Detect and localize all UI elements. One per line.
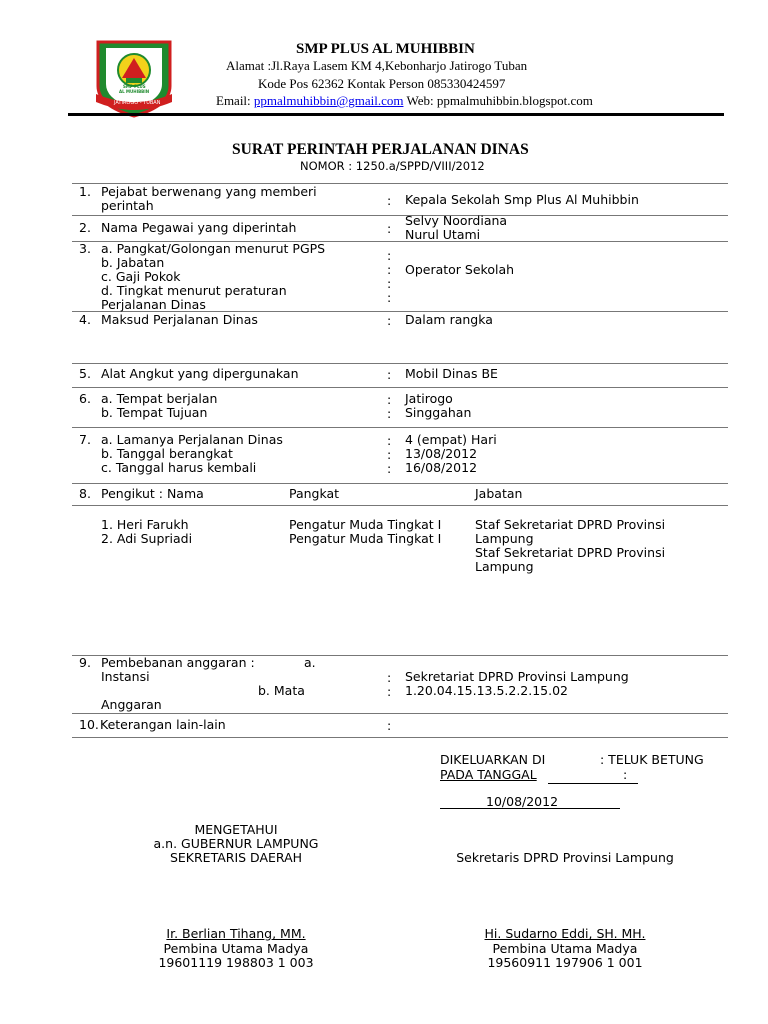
row-9-label-a: a. xyxy=(304,655,316,670)
row-7-label-a: a. Lamanya Perjalanan Dinas xyxy=(101,432,283,447)
row-6-value-a: Jatirogo xyxy=(405,391,453,406)
sign-right-title: Sekretaris DPRD Provinsi Lampung xyxy=(456,850,674,865)
school-name: SMP PLUS AL MUHIBBIN xyxy=(296,41,475,57)
email-link[interactable]: ppmalmuhibbin@gmail.com xyxy=(253,93,404,108)
sign-right-name: Hi. Sudarno Eddi, SH. MH. xyxy=(484,926,646,941)
row-7-value-a: 4 (empat) Hari xyxy=(405,432,497,447)
row-8-label: Pengikut : Nama xyxy=(101,486,204,501)
row-9-value-a: Sekretariat DPRD Provinsi Lampung xyxy=(405,669,629,684)
row-3-label-a: a. Pangkat/Golongan menurut PGPS xyxy=(101,241,326,256)
row-1-number: 1. xyxy=(79,184,91,199)
row-4-number: 4. xyxy=(79,312,91,327)
issued-date: 10/08/2012 xyxy=(486,794,559,809)
row-9-label-instansi: Instansi xyxy=(101,669,150,684)
sign-left-rank: Pembina Utama Madya xyxy=(163,941,309,956)
school-logo xyxy=(92,38,176,118)
row-9-label-b: b. Mata xyxy=(258,683,305,698)
row-5-number: 5. xyxy=(79,366,91,381)
row-10-colon: : xyxy=(387,718,392,733)
row-9-colon: : xyxy=(387,670,392,685)
row-2-colon: : xyxy=(387,221,392,236)
row-divider xyxy=(72,215,728,216)
row-2-number: 2. xyxy=(79,220,91,235)
row-7-number: 7. xyxy=(79,432,91,447)
row-7-label-b: b. Tanggal berangkat xyxy=(101,446,233,461)
row-1-value: Kepala Sekolah Smp Plus Al Muhibbin xyxy=(405,192,639,207)
signature-right xyxy=(430,850,700,969)
row-3-colon: : xyxy=(387,290,392,305)
school-contact: Kode Pos 62362 Kontak Person 085330424597 xyxy=(258,76,506,91)
issued-place-value: : TELUK BETUNG xyxy=(600,752,704,767)
row-9-label-anggaran: Anggaran xyxy=(101,697,162,712)
follower-name: 2. Adi Supriadi xyxy=(101,531,193,546)
row-9-label: Pembebanan anggaran : xyxy=(101,655,255,670)
row-3-label-d: Perjalanan Dinas xyxy=(101,297,206,312)
row-7-label-c: c. Tanggal harus kembali xyxy=(101,460,257,475)
row-6-value-b: Singgahan xyxy=(405,405,472,420)
follower-rank: Pengatur Muda Tingkat I xyxy=(289,531,442,546)
school-address: Alamat :Jl.Raya Lasem KM 4,Kebonharjo Jatirogo Tuban xyxy=(226,58,528,73)
sign-left-name: Ir. Berlian Tihang, MM. xyxy=(166,926,306,941)
issued-date-colon: : xyxy=(623,767,628,782)
signature-left xyxy=(100,822,372,969)
row-10-number: 10. xyxy=(79,717,99,732)
row-divider xyxy=(72,483,728,484)
follower-position: Lampung xyxy=(475,531,534,546)
column-header-pangkat: Pangkat xyxy=(289,486,340,501)
row-3-label-b: b. Jabatan xyxy=(101,255,165,270)
row-4-value: Dalam rangka xyxy=(405,312,493,327)
row-6-label-a: a. Tempat berjalan xyxy=(101,391,218,406)
letterhead-divider xyxy=(68,113,724,116)
row-7-value-c: 16/08/2012 xyxy=(405,460,478,475)
row-6-colon: : xyxy=(387,392,392,407)
follower-rank: Pengatur Muda Tingkat I xyxy=(289,517,442,532)
logo-text-mid: AL MUHIBBIN xyxy=(119,89,150,94)
issued-place-label: DIKELUARKAN DI xyxy=(440,752,546,767)
email-label: Email: xyxy=(216,93,251,108)
document-number: NOMOR : 1250.a/SPPD/VIII/2012 xyxy=(300,159,485,173)
row-4-label: Maksud Perjalanan Dinas xyxy=(101,312,258,327)
row-3-value: Operator Sekolah xyxy=(405,262,515,277)
follower-name: 1. Heri Farukh xyxy=(101,517,189,532)
row-divider xyxy=(72,363,728,364)
row-1-label: Pejabat berwenang yang memberi xyxy=(101,184,317,199)
row-5-value: Mobil Dinas BE xyxy=(405,366,498,381)
document-title: SURAT PERINTAH PERJALANAN DINAS xyxy=(232,141,529,158)
sign-left-line-1: MENGETAHUI xyxy=(194,822,278,837)
follower-position: Staf Sekretariat DPRD Provinsi xyxy=(475,545,666,560)
row-divider xyxy=(72,387,728,388)
sign-right-rank: Pembina Utama Madya xyxy=(492,941,638,956)
row-9-value-b: 1.20.04.15.13.5.2.2.15.02 xyxy=(405,683,569,698)
row-divider xyxy=(72,427,728,428)
row-2-value: Nurul Utami xyxy=(405,227,481,242)
row-1-colon: : xyxy=(387,193,392,208)
row-10-label: Keterangan lain-lain xyxy=(100,717,226,732)
sign-left-line-2: a.n. GUBERNUR LAMPUNG xyxy=(153,836,319,851)
row-6-colon: : xyxy=(387,406,392,421)
row-4-colon: : xyxy=(387,313,392,328)
web-address: Web: ppmalmuhibbin.blogspot.com xyxy=(406,93,593,108)
issued-date-label: PADA TANGGAL xyxy=(440,767,537,782)
row-5-colon: : xyxy=(387,367,392,382)
row-3-colon: : xyxy=(387,262,392,277)
row-6-number: 6. xyxy=(79,391,91,406)
row-6-label-b: b. Tempat Tujuan xyxy=(101,405,208,420)
row-3-number: 3. xyxy=(79,241,91,256)
row-7-colon: : xyxy=(387,433,392,448)
follower-position: Lampung xyxy=(475,559,534,574)
row-3-label-c: c. Gaji Pokok xyxy=(101,269,181,284)
issued-date-line xyxy=(548,783,638,784)
sign-left-line-3: SEKRETARIS DAERAH xyxy=(169,850,303,865)
row-9-colon: : xyxy=(387,684,392,699)
row-divider xyxy=(72,713,728,714)
row-2-label: Nama Pegawai yang diperintah xyxy=(101,220,297,235)
row-7-colon: : xyxy=(387,461,392,476)
follower-position: Staf Sekretariat DPRD Provinsi xyxy=(475,517,666,532)
row-2-value: Selvy Noordiana xyxy=(405,213,508,228)
row-3-label-d: d. Tingkat menurut peraturan xyxy=(101,283,287,298)
row-7-value-b: 13/08/2012 xyxy=(405,446,478,461)
row-divider xyxy=(72,505,728,506)
column-header-jabatan: Jabatan xyxy=(475,486,523,501)
row-3-colon: : xyxy=(387,276,392,291)
row-9-number: 9. xyxy=(79,655,91,670)
row-7-colon: : xyxy=(387,447,392,462)
row-3-colon: : xyxy=(387,248,392,263)
sign-right-nip: 19560911 197906 1 001 xyxy=(487,955,643,970)
row-divider xyxy=(72,737,728,738)
sign-left-nip: 19601119 198803 1 003 xyxy=(158,955,314,970)
school-email-line xyxy=(216,93,593,109)
row-5-label: Alat Angkut yang dipergunakan xyxy=(101,366,299,381)
row-8-number: 8. xyxy=(79,486,91,501)
logo-text-top: SMP PLUS xyxy=(123,84,146,89)
logo-ribbon-text: JATIROGO - TUBAN xyxy=(114,100,161,106)
row-1-label: perintah xyxy=(101,198,154,213)
